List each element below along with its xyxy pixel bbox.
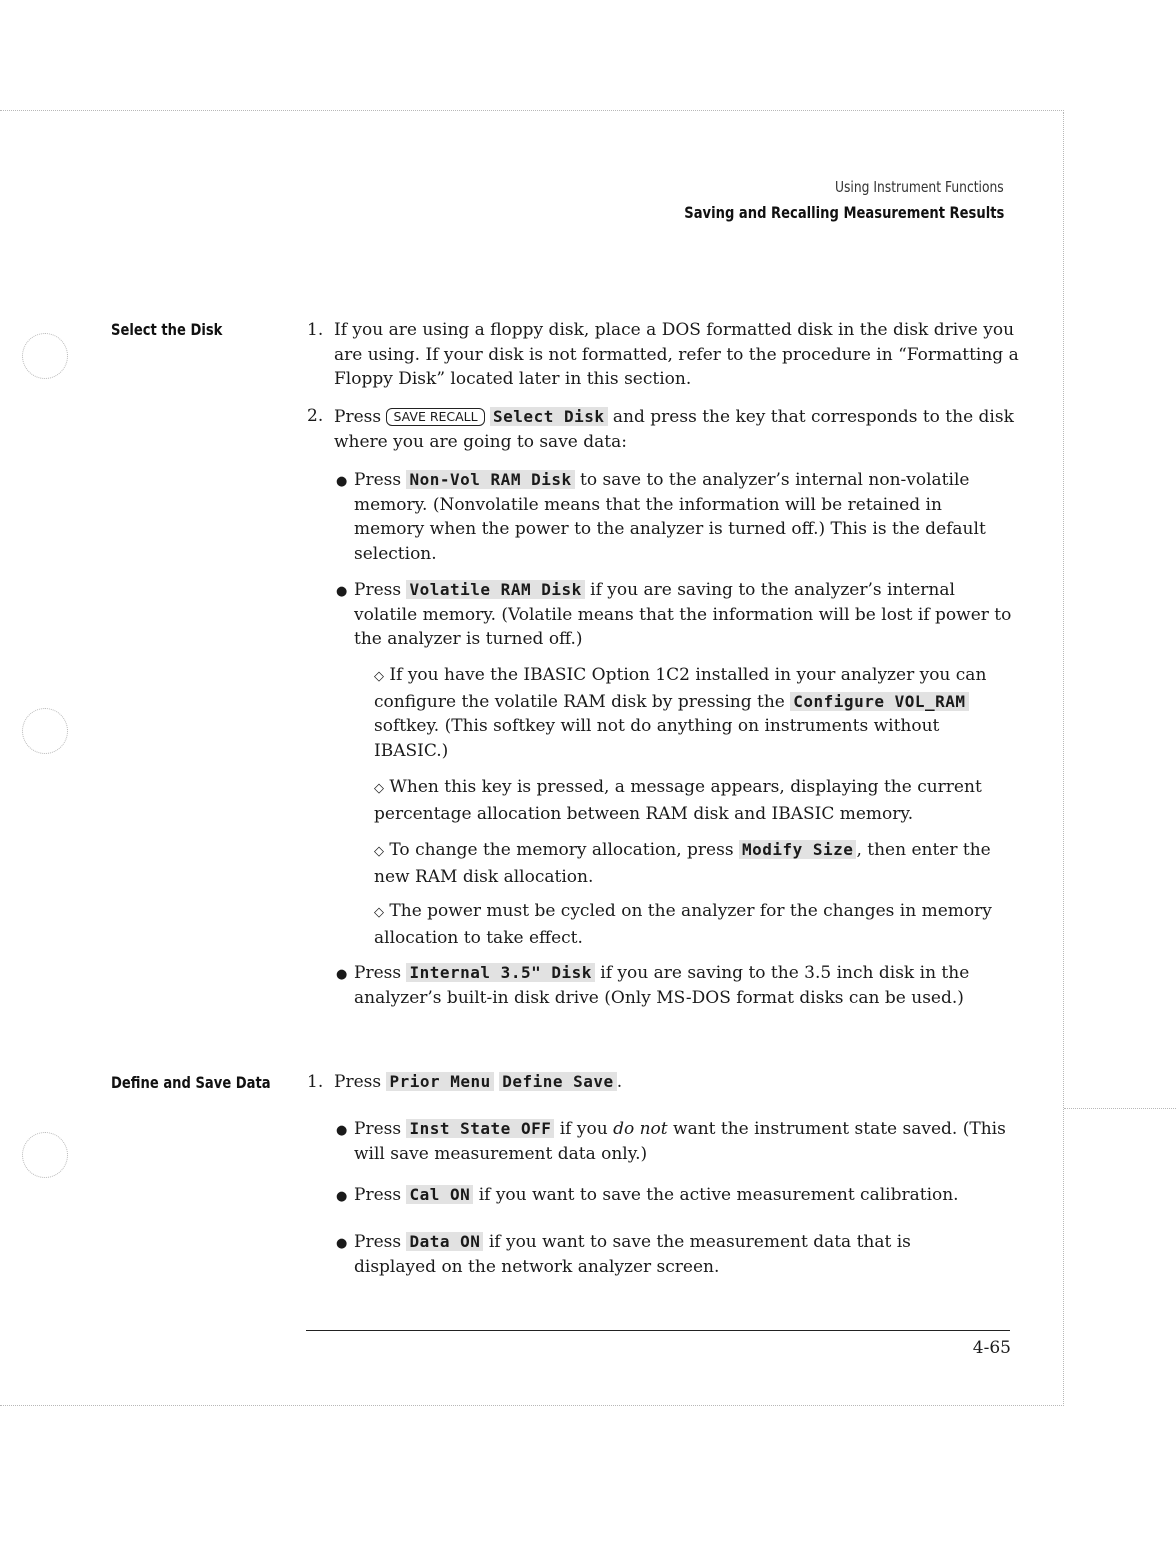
bullet-text: [354, 468, 1014, 566]
define-save-softkey[interactable]: Define Save: [499, 1072, 616, 1091]
step-text: If you are using a floppy disk, place a DOS formatted disk in the disk drive you are using. If your disk is not formatted, refer to the procedure in “Formatting a Floppy Disk” located later in this section.: [334, 320, 1019, 389]
internal-disk-softkey[interactable]: Internal 3.5" Disk: [406, 963, 594, 982]
bullet-text: [354, 578, 1014, 652]
step-2-description: and press the key that corresponds to the disk where you are going to save data:: [334, 407, 1014, 452]
bullet-icon: ●: [336, 1236, 348, 1251]
heading-define-save: Define and Save Data: [111, 1073, 271, 1092]
non-vol-ram-disk-softkey[interactable]: Non-Vol RAM Disk: [406, 470, 574, 489]
bullet-icon: ●: [336, 584, 348, 599]
bullet-icon: ●: [336, 1123, 348, 1138]
bullet-description: if you are saving to the 3.5 inch disk in the analyzer’s built-in disk drive (Only MS-DOS format disks can be used.): [354, 963, 970, 1008]
diamond-icon: ◇: [374, 905, 384, 920]
footer-rule: [306, 1330, 1010, 1331]
bullet-description: if you are saving to the analyzer’s internal volatile memory. (Volatile means that the information will be lost if power to the analyzer is turned off.): [354, 580, 1012, 649]
scan-edge-bottom: [0, 1405, 1064, 1406]
inst-state-off-softkey[interactable]: Inst State OFF: [406, 1119, 554, 1138]
subnote-text: If you have the IBASIC Option 1C2 installed in your analyzer you can configure the volatile RAM disk by pressing the: [374, 665, 987, 712]
press-word: Press: [334, 1072, 382, 1092]
configure-vol-ram-softkey[interactable]: Configure VOL_RAM: [790, 692, 968, 711]
punch-hole-top: [22, 333, 68, 379]
prior-menu-softkey[interactable]: Prior Menu: [386, 1072, 493, 1091]
step-number: 2.: [307, 406, 324, 426]
bullet-description: if you want to save the active measurement calibration.: [478, 1185, 959, 1205]
subnote-power: [374, 899, 1018, 950]
press-word: Press: [354, 470, 402, 490]
emphasis-text: do not: [613, 1119, 668, 1139]
running-header-chapter: Using Instrument Functions: [835, 178, 1004, 196]
step-number: 1.: [307, 320, 324, 340]
bullet-description: if you: [559, 1119, 608, 1139]
bullet-icon: ●: [336, 474, 348, 489]
period: .: [616, 1072, 623, 1092]
subnote-text: softkey. (This softkey will not do anything on instruments without IBASIC.): [374, 716, 940, 761]
press-word: Press: [354, 1119, 402, 1139]
diamond-icon: ◇: [374, 669, 384, 684]
save-recall-hardkey[interactable]: SAVE RECALL: [386, 408, 484, 426]
diamond-icon: ◇: [374, 781, 384, 796]
subnote-ibasic: [374, 663, 1018, 763]
subnote-message: [374, 775, 1018, 826]
press-word: Press: [354, 1232, 402, 1252]
modify-size-softkey[interactable]: Modify Size: [739, 840, 856, 859]
diamond-icon: ◇: [374, 844, 384, 859]
bullet-description: if you want to save the measurement data that is displayed on the network analyzer screen.: [354, 1232, 911, 1277]
heading-select-disk: Select the Disk: [111, 320, 223, 339]
step-number: 1.: [307, 1072, 324, 1092]
bullet-icon: ●: [336, 967, 348, 982]
volatile-ram-disk-softkey[interactable]: Volatile RAM Disk: [406, 580, 584, 599]
cal-on-softkey[interactable]: Cal ON: [406, 1185, 473, 1204]
running-header-section: Saving and Recalling Measurement Results: [683, 203, 1004, 222]
bullet-icon: ●: [336, 1189, 348, 1204]
press-word: Press: [334, 407, 382, 427]
press-word: Press: [354, 1185, 402, 1205]
select-disk-softkey[interactable]: Select Disk: [490, 407, 607, 426]
bullet-text: [354, 961, 1014, 1010]
press-word: Press: [354, 580, 402, 600]
subnote-text: , then enter the new RAM disk allocation.: [374, 840, 991, 887]
bullet-text: [354, 1230, 984, 1279]
scan-edge-top: [0, 110, 1064, 111]
punch-hole-bottom: [22, 1132, 68, 1178]
scan-edge-right: [1063, 112, 1064, 1406]
subnote-text: The power must be cycled on the analyzer for the changes in memory allocation to take effect.: [374, 901, 992, 948]
press-word: Press: [354, 963, 402, 983]
bullet-description: want the instrument state saved. (This will save measurement data only.): [354, 1119, 1006, 1164]
subnote-modify: [374, 838, 1018, 889]
step-text: [334, 1070, 1014, 1095]
subnote-text: When this key is pressed, a message appears, displaying the current percentage allocation between RAM disk and IBASIC memory.: [374, 777, 982, 824]
bullet-text: [354, 1117, 1014, 1166]
scan-edge-right-tick: [1064, 1108, 1176, 1109]
bullet-description: to save to the analyzer’s internal non-volatile memory. (Nonvolatile means that the information will be retained in memory when the power to the analyzer is turned off.) This is the default selection.: [354, 470, 986, 564]
punch-hole-middle: [22, 708, 68, 754]
data-on-softkey[interactable]: Data ON: [406, 1232, 483, 1251]
subnote-text: To change the memory allocation, press: [389, 840, 734, 860]
page-number: 4-65: [972, 1338, 1011, 1358]
step-text: [334, 405, 1014, 454]
bullet-text: [354, 1183, 1024, 1208]
